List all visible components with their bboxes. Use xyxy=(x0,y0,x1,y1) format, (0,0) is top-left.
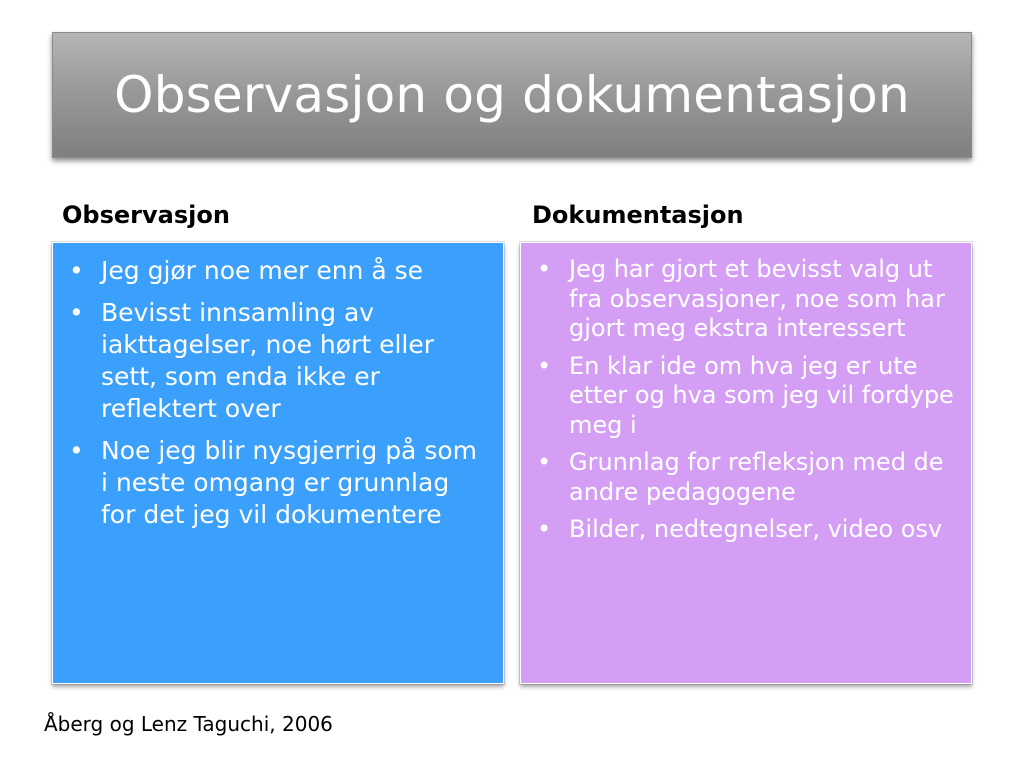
bullet-item xyxy=(531,352,959,441)
citation: Åberg og Lenz Taguchi, 2006 xyxy=(44,712,333,736)
bullet-item xyxy=(63,435,491,531)
bullet-item xyxy=(531,255,959,344)
bullet-text: Bevisst innsamling av iakttagelser, noe hørt eller sett, som enda ikke er reflektert over xyxy=(101,298,435,423)
bullet-text: Noe jeg blir nysgjerrig på som i neste omgang er grunnlag for det jeg vil dokumentere xyxy=(101,436,478,529)
bullet-item xyxy=(63,255,491,287)
bullet-item xyxy=(531,448,959,507)
bullet-text: Grunnlag for refleksjon med de andre pedagogene xyxy=(569,448,944,506)
column-heading-observasjon: Observasjon xyxy=(62,201,230,229)
bullet-icon: • xyxy=(69,298,84,327)
observasjon-bullet-list xyxy=(63,255,491,531)
bullet-icon: • xyxy=(537,351,552,380)
title-banner xyxy=(52,32,972,158)
column-heading-dokumentasjon: Dokumentasjon xyxy=(532,201,744,229)
dokumentasjon-bullet-list xyxy=(531,255,959,545)
bullet-icon: • xyxy=(537,515,552,544)
dokumentasjon-content-box xyxy=(520,242,972,684)
bullet-icon: • xyxy=(537,255,552,283)
bullet-icon: • xyxy=(537,448,552,477)
bullet-text: Jeg gjør noe mer enn å se xyxy=(101,256,424,285)
bullet-icon: • xyxy=(69,436,84,465)
bullet-text: En klar ide om hva jeg er ute etter og hva som jeg vil fordype meg i xyxy=(569,351,954,439)
bullet-text: Jeg har gjort et bevisst valg ut fra observasjoner, noe som har gjort meg ekstra interessert xyxy=(569,255,945,343)
observasjon-content-box xyxy=(52,242,504,684)
bullet-text: Bilder, nedtegnelser, video osv xyxy=(569,515,943,544)
bullet-item xyxy=(531,515,959,545)
slide-title: Observasjon og dokumentasjon xyxy=(114,66,910,124)
bullet-item xyxy=(63,297,491,425)
bullet-icon: • xyxy=(69,256,84,285)
